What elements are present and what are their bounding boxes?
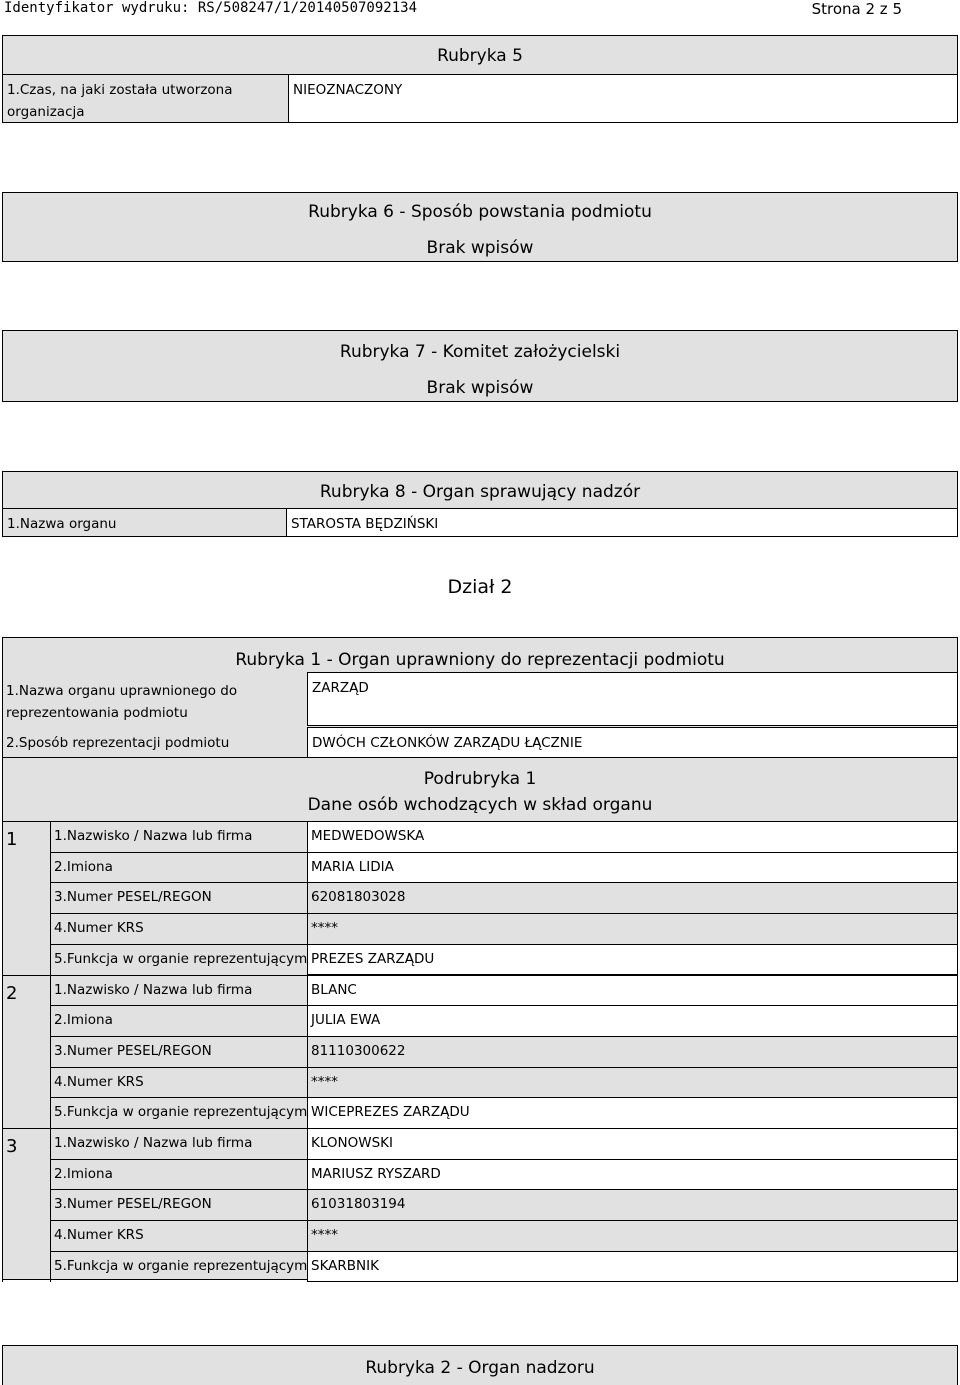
rubryka-5-title: Rubryka 5 <box>437 46 523 66</box>
field-label: 2.Imiona <box>54 1012 113 1029</box>
field-value-cell <box>307 852 958 884</box>
print-identifier: Identyfikator wydruku: RS/508247/1/20140507092134 <box>4 0 418 16</box>
field-value-cell <box>307 975 958 1007</box>
rubryka-6-title: Rubryka 6 - Sposób powstania podmiotu <box>308 202 652 222</box>
rubryka-1-field1-label: 1.Nazwa organu uprawnionego do reprezentowania podmiotu <box>6 683 238 721</box>
person-number: 3 <box>6 1136 18 1157</box>
field-label: 4.Numer KRS <box>54 1227 144 1244</box>
field-label: 5.Funkcja w organie reprezentującym <box>54 1104 308 1121</box>
person-number: 2 <box>6 982 18 1004</box>
field-label: 1.Nazwisko / Nazwa lub firma <box>54 828 253 844</box>
field-value-cell <box>307 1005 958 1037</box>
rubryka-8-field1-label: 1.Nazwa organu <box>2 508 287 537</box>
section-title: Dział 2 <box>447 576 513 598</box>
rubryka-1-field2-label: 2.Sposób reprezentacji podmiotu <box>6 735 230 751</box>
rubryka-8-title: Rubryka 8 - Organ sprawujący nadzór <box>319 482 641 502</box>
field-label: 2.Imiona <box>54 1165 113 1182</box>
field-value: KLONOWSKI <box>311 1135 393 1151</box>
page-number: Strona 2 z 5 <box>811 0 902 18</box>
field-value-cell <box>307 1251 958 1283</box>
rubryka-5-field1-value: NIEOZNACZONY <box>288 74 958 123</box>
field-value: 81110300622 <box>311 1042 406 1059</box>
field-value: 62081803028 <box>311 889 406 906</box>
podrubryka-subtitle: Dane osób wchodzących w skład organu <box>307 795 653 815</box>
field-label: 1.Nazwisko / Nazwa lub firma <box>54 1135 253 1151</box>
rubryka-2-title: Rubryka 2 - Organ nadzoru <box>365 1358 595 1378</box>
field-label: 1.Nazwisko / Nazwa lub firma <box>54 981 253 998</box>
rubryka-8-field1-value: STAROSTA BĘDZIŃSKI <box>286 508 958 537</box>
field-value: PREZES ZARZĄDU <box>311 950 435 967</box>
field-value: **** <box>311 1073 338 1090</box>
field-value: 61031803194 <box>311 1196 406 1213</box>
rubryka-1-title: Rubryka 1 - Organ uprawniony do reprezentacji podmiotu <box>235 650 725 670</box>
field-value-cell <box>307 1128 958 1160</box>
field-value: **** <box>311 920 338 937</box>
field-value: JULIA EWA <box>311 1012 381 1029</box>
field-label: 3.Numer PESEL/REGON <box>54 889 212 906</box>
field-value: **** <box>311 1227 338 1244</box>
field-label: 5.Funkcja w organie reprezentującym <box>54 1257 308 1274</box>
field-value-cell <box>307 1220 958 1252</box>
field-value: SKARBNIK <box>311 1257 379 1274</box>
field-label: 4.Numer KRS <box>54 1073 144 1090</box>
field-label: 3.Numer PESEL/REGON <box>54 1196 212 1213</box>
field-value: MEDWEDOWSKA <box>311 828 425 844</box>
field-label: 2.Imiona <box>54 858 113 875</box>
field-value-cell <box>307 1067 958 1099</box>
rubryka-1-field2-value: DWÓCH CZŁONKÓW ZARZĄDU ŁĄCZNIE <box>307 727 958 758</box>
field-value-cell <box>307 913 958 945</box>
rubryka-1-field1-value: ZARZĄD <box>307 672 958 726</box>
field-value: BLANC <box>311 981 357 998</box>
field-label: 3.Numer PESEL/REGON <box>54 1042 212 1059</box>
podrubryka-title: Podrubryka 1 <box>423 769 537 789</box>
person-number: 1 <box>6 829 18 850</box>
field-label: 4.Numer KRS <box>54 920 144 937</box>
field-value: MARIA LIDIA <box>311 858 394 875</box>
rubryka-5-field1-label: 1.Czas, na jaki została utworzona organizacja <box>2 74 289 123</box>
rubryka-7-status: Brak wpisów <box>426 378 534 398</box>
field-label: 5.Funkcja w organie reprezentującym <box>54 950 308 967</box>
field-value: WICEPREZES ZARZĄDU <box>311 1104 470 1121</box>
rubryka-6-status: Brak wpisów <box>426 238 534 258</box>
field-value: MARIUSZ RYSZARD <box>311 1165 441 1182</box>
rubryka-7-title: Rubryka 7 - Komitet założycielski <box>339 342 621 362</box>
